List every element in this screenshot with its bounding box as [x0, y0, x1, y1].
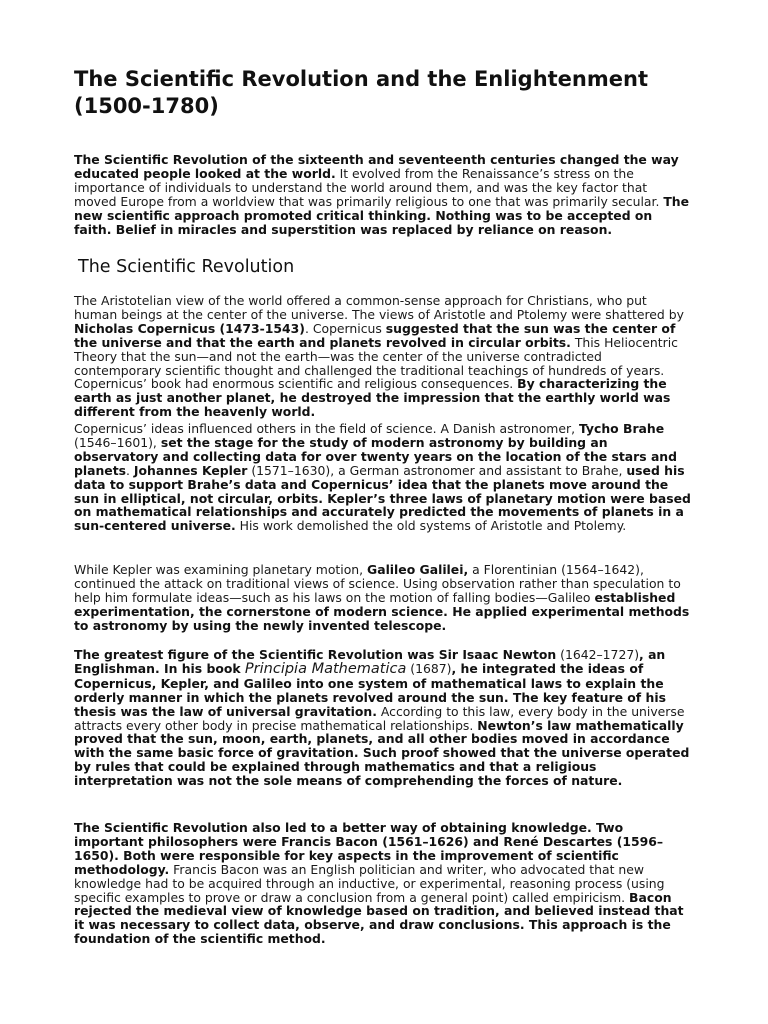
newton-paragraph	[74, 648, 692, 788]
copernicus-name: Nicholas Copernicus (1473-1543)	[74, 320, 305, 336]
copernicus-paragraph	[74, 294, 692, 419]
newton-bold-4: Newton’s law mathematically proved that the sun, moon, earth, planets, and all other bodies moved in accordance with the same basic force of gravitation. Such proof showed that the universe operated by rules that could be explained through mathematics and that a religious interpretation was not the sole means of comprehending the forces of nature.	[74, 717, 690, 789]
intro-bold-1: The Scientific Revolution of the sixteenth and seventeenth centuries changed the way educated people looked at the world.	[74, 152, 679, 181]
copernicus-text-2: . Copernicus	[304, 320, 386, 336]
brahe-text-1: Copernicus’ ideas influenced others in the field of science. A Danish astronomer,	[74, 421, 579, 436]
newton-dates: (1642–1727)	[556, 647, 640, 662]
method-bold-2: Bacon rejected the medieval view of knowledge based on tradition, and believed instead that it was necessary to collect data, observe, and draw conclusions. This approach is the foundation of the scientific method.	[74, 889, 684, 947]
galileo-name: Galileo Galilei,	[367, 562, 469, 577]
copernicus-text-1: The Aristotelian view of the world offered a common-sense approach for Christians, who put human beings at the center of the universe. The views of Aristotle and Ptolemy were shattered by	[74, 293, 684, 322]
kepler-bold: used his data to support Brahe’s data and Copernicus’ idea that the planets move around the sun in elliptical, not circular, orbits. Kepler’s three laws of planetary motion were based on mathematical relationships and accurately predicted the movements of planets in a sun-centered universe.	[74, 462, 691, 534]
kepler-text-2: His work demolished the old systems of Aristotle and Ptolemy.	[235, 518, 627, 534]
copernicus-text-3: This Heliocentric Theory that the sun—and not the earth—was the center of the universe contradicted contemporary scientific thought and challenged the traditional teachings of hundreds of years. Copernicus’ book had enormous scientific and religious consequences.	[74, 334, 678, 392]
method-bold-1: The Scientific Revolution also led to a better way of obtaining knowledge. Two important philosophers were Francis Bacon (1561–1626) and René Descartes (1596–1650). Both were responsible for key aspects in the improvement of scientific methodology.	[74, 820, 664, 877]
intro-text: It evolved from the Renaissance’s stress on the importance of individuals to understand the world around them, and was the key factor that moved Europe from a worldview that was primarily religious to one that was primarily secular.	[74, 165, 664, 209]
galileo-text-1: While Kepler was examining planetary motion,	[74, 562, 368, 577]
brahe-kepler-paragraph	[74, 422, 692, 533]
copernicus-bold-1: suggested that the sun was the center of the universe and that the earth and planets revolved in circular orbits.	[74, 320, 676, 350]
intro-paragraph	[74, 153, 692, 236]
newton-bold-1: The greatest figure of the Scientific Revolution was Sir Isaac Newton	[74, 647, 557, 662]
principia-date: (1687)	[406, 660, 452, 676]
principia-title: Principia Mathematica	[244, 660, 407, 677]
kepler-name: Johannes Kepler	[133, 462, 248, 478]
method-text: Francis Bacon was an English politician and writer, who advocated that new knowledge had to be acquired through an inductive, or experimental, reasoning process (using specific examples to prove or draw a conclusion from a general point) called empiricism.	[74, 861, 665, 905]
brahe-text-2: .	[126, 462, 134, 478]
intro-bold-2: The new scientific approach promoted critical thinking. Nothing was to be accepted on faith. Belief in miracles and superstition was replaced by reliance on reason.	[74, 193, 690, 237]
document-title: The Scientific Revolution and the Enlightenment (1500-1780)	[74, 67, 648, 118]
section-heading: The Scientific Revolution	[78, 257, 295, 277]
brahe-bold-1: set the stage for the study of modern astronomy by building an observatory and collecting data for over twenty years on the location of the stars and planets	[74, 434, 677, 478]
newton-text: According to this law, every body in the universe attracts every other body in precise mathematical relationships.	[74, 703, 685, 733]
newton-bold-3: , he integrated the ideas of Copernicus, Kepler, and Galileo into one system of mathematical laws to explain the orderly manner in which the planets revolved around the sun. The key feature of his thesis was the law of universal gravitation.	[74, 660, 666, 719]
kepler-text: (1571–1630), a German astronomer and assistant to Brahe,	[247, 462, 627, 478]
galileo-bold: established experimentation, the cornerstone of modern science. He applied experimental methods to astronomy by using the newly invented telescope.	[74, 589, 690, 633]
galileo-paragraph	[74, 563, 692, 633]
brahe-name: Tycho Brahe	[578, 421, 665, 436]
copernicus-bold-2: By characterizing the earth as just another planet, he destroyed the impression that the earthly world was different from the heavenly world.	[74, 376, 671, 420]
brahe-dates: (1546–1601),	[74, 434, 161, 450]
method-paragraph	[74, 821, 692, 946]
newton-bold-2: , an Englishman. In his book	[74, 647, 666, 676]
galileo-text-2: a Florentinian (1564–1642), continued the attack on traditional views of science. Using observation rather than speculation to help him formulate ideas—such as his laws on the motion of falling bodies—Galileo	[74, 562, 681, 605]
